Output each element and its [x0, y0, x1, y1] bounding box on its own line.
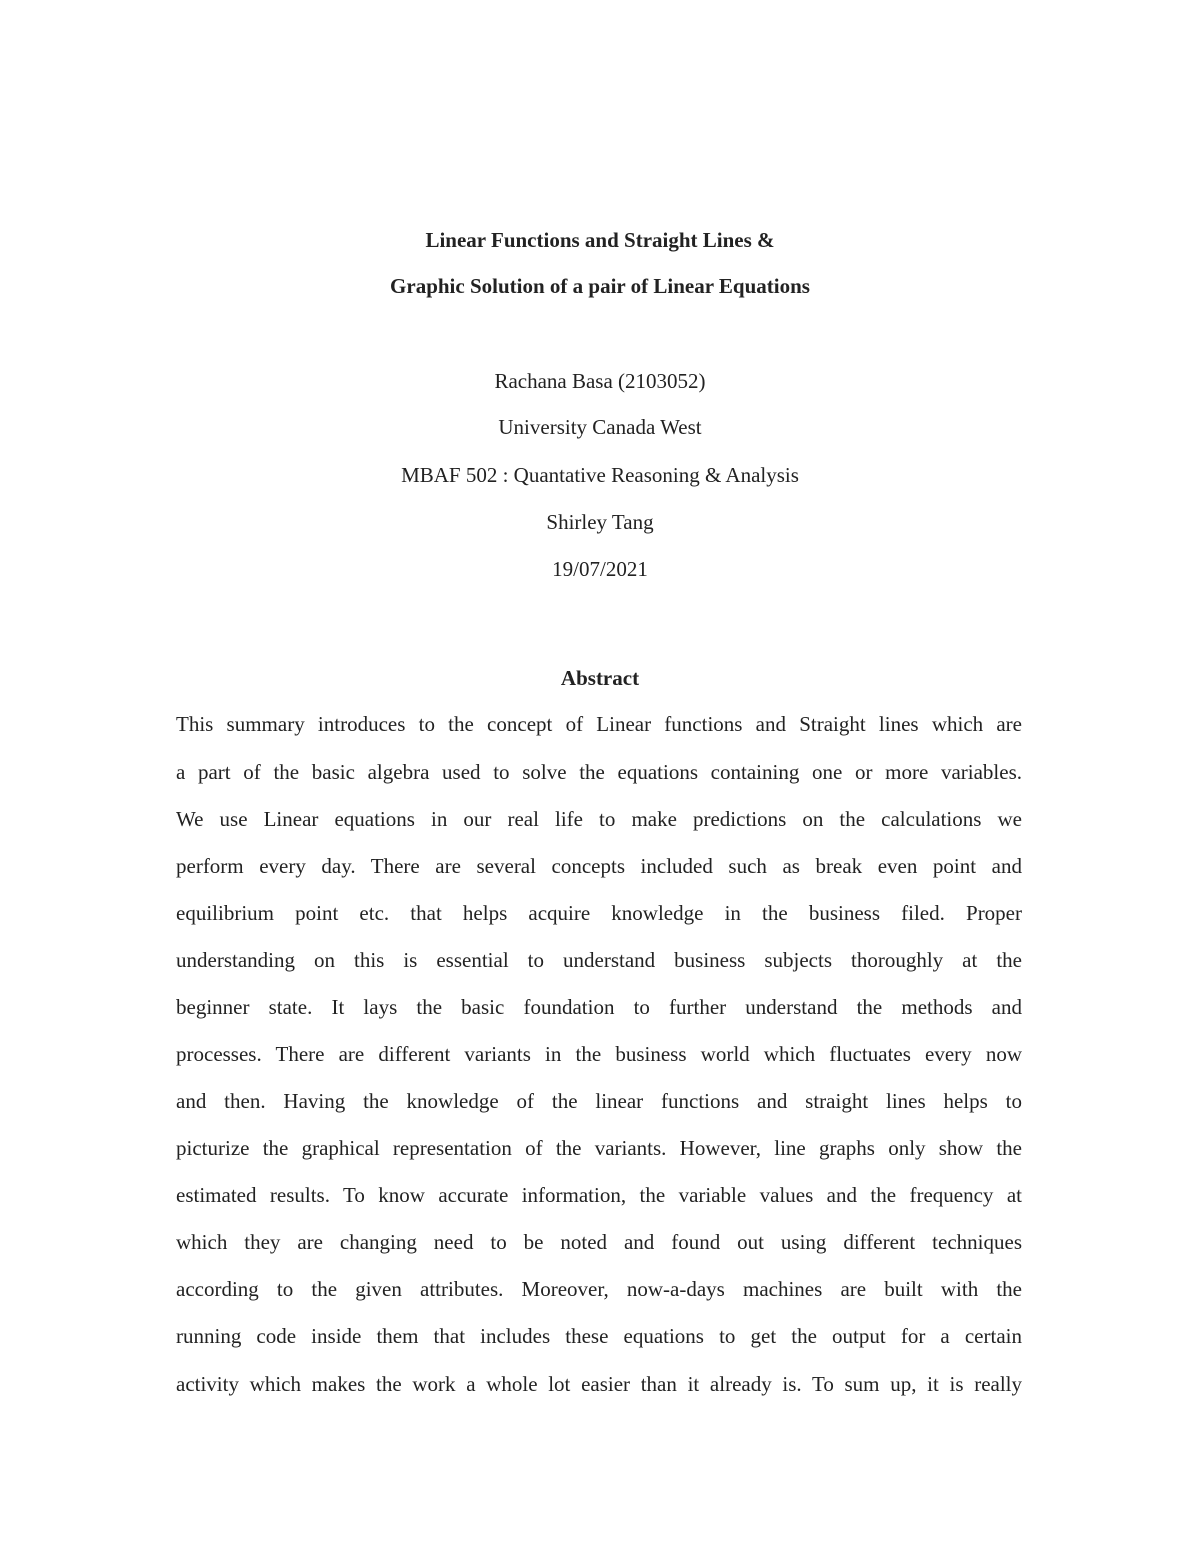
abstract-line: which they are changing need to be noted and found out using different techniques	[176, 1230, 1022, 1254]
abstract-line: activity which makes the work a whole lot easier than it already is. To sum up, it is really	[176, 1372, 1022, 1396]
course-name: MBAF 502 : Quantative Reasoning & Analysis	[401, 463, 799, 487]
abstract-line: equilibrium point etc. that helps acquire knowledge in the business filed. Proper	[176, 901, 1022, 925]
institution-name: University Canada West	[498, 415, 702, 439]
abstract-line: understanding on this is essential to understand business subjects thoroughly at the	[176, 948, 1022, 972]
abstract-line: perform every day. There are several concepts included such as break even point and	[176, 854, 1022, 878]
submission-date: 19/07/2021	[552, 557, 648, 581]
author-name: Rachana Basa (2103052)	[494, 369, 706, 393]
abstract-line: and then. Having the knowledge of the linear functions and straight lines helps to	[176, 1089, 1022, 1113]
abstract-line: This summary introduces to the concept of Linear functions and Straight lines which are	[176, 712, 1022, 736]
abstract-line: beginner state. It lays the basic foundation to further understand the methods and	[176, 995, 1022, 1019]
abstract-heading: Abstract	[560, 666, 640, 690]
abstract-line: picturize the graphical representation of the variants. However, line graphs only show the	[176, 1136, 1022, 1160]
abstract-line: running code inside them that includes these equations to get the output for a certain	[176, 1324, 1022, 1348]
abstract-line: estimated results. To know accurate information, the variable values and the frequency at	[176, 1183, 1022, 1207]
title-line-1: Linear Functions and Straight Lines &	[425, 228, 775, 252]
abstract-line: We use Linear equations in our real life to make predictions on the calculations we	[176, 807, 1022, 831]
instructor-name: Shirley Tang	[546, 510, 654, 534]
abstract-line: a part of the basic algebra used to solve the equations containing one or more variables.	[176, 760, 1022, 784]
title-line-2: Graphic Solution of a pair of Linear Equations	[390, 274, 810, 298]
abstract-line: processes. There are different variants in the business world which fluctuates every now	[176, 1042, 1022, 1066]
abstract-line: according to the given attributes. Moreover, now-a-days machines are built with the	[176, 1277, 1022, 1301]
